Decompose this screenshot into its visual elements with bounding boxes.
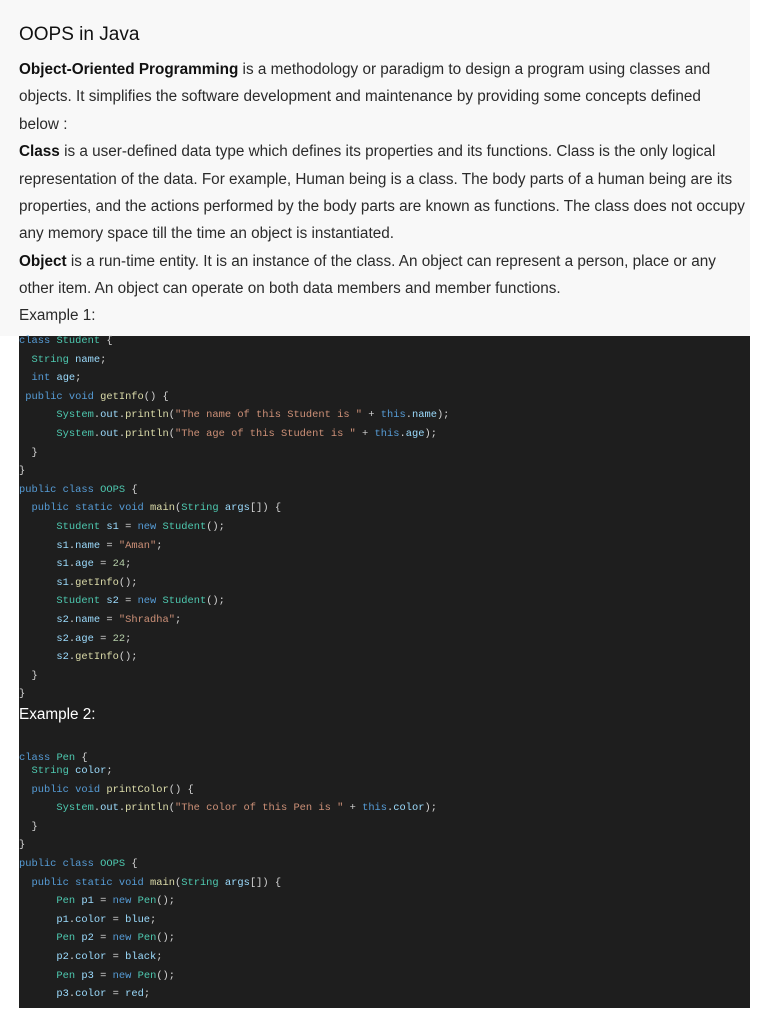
code-line: System.out.println("The age of this Student is " + this.age); bbox=[56, 428, 437, 440]
code-line: s2.name = "Shradha"; bbox=[56, 614, 182, 626]
code-line: public void getInfo() { bbox=[25, 390, 169, 403]
code-line: } bbox=[31, 820, 38, 833]
code-line: s1.age = 24; bbox=[56, 558, 132, 571]
paragraph-oop-text: is a methodology or paradigm to design a program using classes and objects. It simplifies the software development and maintenance by providing some concepts defined below : bbox=[19, 61, 711, 133]
code-line: public static void main(String args[]) { bbox=[31, 876, 282, 889]
paragraph-class-text: is a user-defined data type which defines its properties and its functions. Class is the only logical representation of the data. For example, Human being is a class. The body parts of a human being are its properties, and the actions performed by the body parts are known as functions. The class does not occupy any memory space till the time an object is instantiated. bbox=[19, 143, 745, 243]
code-line: } bbox=[31, 669, 38, 682]
code-line: } bbox=[31, 446, 38, 459]
code-line: p3.color = red; bbox=[56, 988, 151, 1001]
code-line: public static void main(String args[]) { bbox=[31, 502, 282, 515]
term-oop: Object-Oriented Programming bbox=[19, 61, 239, 78]
code-line: s2.age = 22; bbox=[56, 632, 132, 645]
paragraph-oop bbox=[19, 56, 745, 138]
code-line: } bbox=[19, 839, 26, 852]
code-line: p2.color = black; bbox=[56, 951, 163, 963]
code-line: s1.getInfo(); bbox=[56, 576, 138, 589]
code-line: class Pen { bbox=[19, 752, 88, 764]
code-line: Pen p1 = new Pen(); bbox=[56, 895, 176, 908]
code-line: class Student { bbox=[19, 335, 113, 347]
term-class: Class bbox=[19, 143, 60, 161]
code-line: s1.name = "Aman"; bbox=[56, 539, 163, 552]
code-line: String color; bbox=[31, 765, 113, 777]
paragraph-class bbox=[19, 138, 745, 248]
example-2-label: Example 2: bbox=[19, 706, 96, 723]
code-line: Pen p2 = new Pen(); bbox=[56, 932, 176, 945]
code-line: } bbox=[19, 465, 26, 478]
code-line: } bbox=[19, 688, 26, 701]
code-line: int age; bbox=[31, 372, 82, 385]
code-line: Student s2 = new Student(); bbox=[56, 595, 225, 608]
page-title: OOPS in Java bbox=[19, 24, 140, 45]
code-line: Student s1 = new Student(); bbox=[56, 521, 225, 533]
paragraph-object-text: is a run-time entity. It is an instance of the class. An object can represent a person, place or any other item. An object can operate on both data members and member functions. bbox=[19, 252, 716, 298]
code-line: s2.getInfo(); bbox=[56, 651, 138, 664]
code-line: Pen p3 = new Pen(); bbox=[56, 969, 176, 982]
article-body bbox=[19, 56, 745, 303]
code-line: public class OOPS { bbox=[19, 858, 138, 870]
example-1-label: Example 1: bbox=[19, 307, 96, 324]
code-line: public void printColor() { bbox=[31, 783, 194, 796]
code-line: System.out.println("The color of this Pen is " + this.color); bbox=[56, 802, 437, 815]
code-line: p1.color = blue; bbox=[56, 913, 157, 926]
paragraph-object bbox=[19, 248, 745, 303]
code-line: public class OOPS { bbox=[19, 483, 138, 496]
code-block bbox=[19, 336, 750, 1008]
term-object: Object bbox=[19, 252, 67, 270]
code-line: System.out.println("The name of this Student is " + this.name); bbox=[56, 409, 450, 422]
code-line: String name; bbox=[31, 353, 107, 366]
